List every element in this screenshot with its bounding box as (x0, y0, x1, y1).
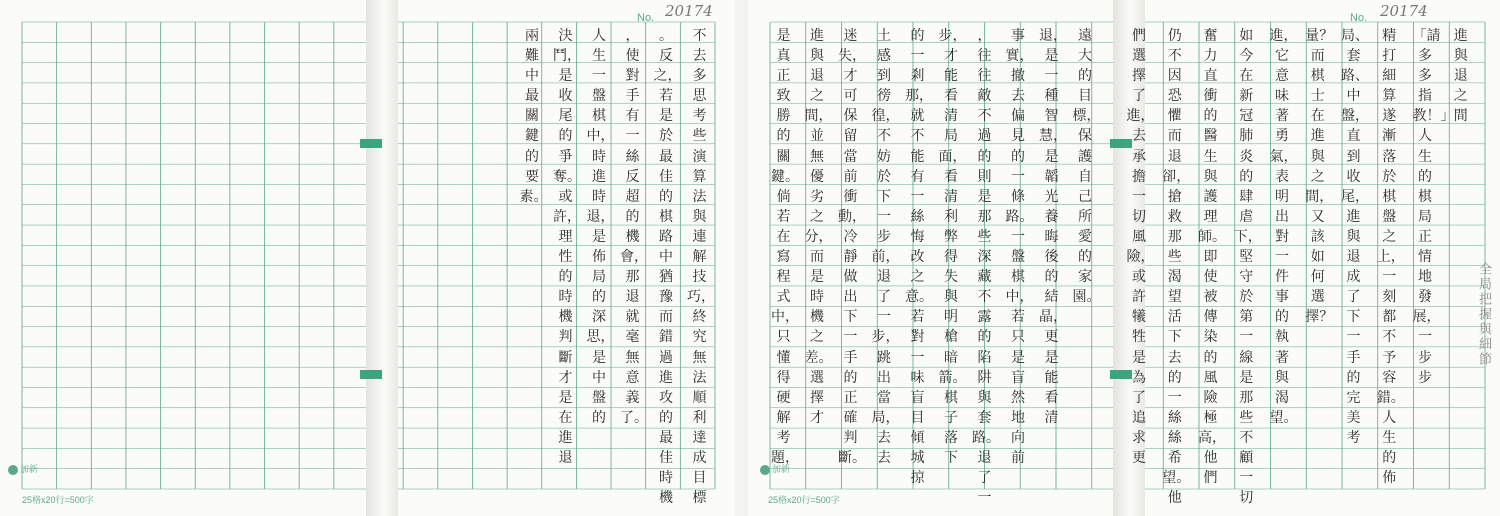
essay-column: 精打細算遂漸落於棋盤之上，一刻都不予容錯。人生的佈 (1376, 28, 1405, 487)
essay-column: 步，才能看清局面，看清利弊得失與明槍暗箭。棋子落下 (938, 28, 967, 466)
essay-column: ，使對手有一絲反超的機會，那退就毫無意義了。 (620, 28, 648, 426)
margin-note: 全局把握與細節 (1476, 262, 1491, 367)
essay-column: 如今在新冠肺炎的肆虐下，堅守於第一線是那些不顧一切 (1233, 28, 1262, 507)
publisher-logo-right: 加新 (760, 462, 790, 475)
essay-column: 的一剎那，就不能有一絲悔改之意。若對一味盲目傾城掠 (905, 28, 933, 487)
logo-icon (8, 465, 18, 475)
essay-column: 「請多多指教！」人生的棋局正情地發展，一步步 (1412, 28, 1455, 386)
essay-column: 遠大的目標，保護自己所愛的家園。 (1072, 28, 1101, 306)
essay-column: 奮力直衝的醫生與護理師。即使被傳染的風險極高，他們 (1198, 28, 1226, 487)
essay-column: ，往往敵不過的則是那些深藏不露的陷阱與套路。退了一 (972, 28, 1000, 507)
essay-column: 。反之，若是於最佳的棋路中猶豫而錯過進攻的最佳時機 (653, 28, 682, 507)
serial-number: 20174 (665, 2, 713, 20)
essay-column: 不去多思考些演算法與連解技巧，終究無法順利達成目標 (687, 28, 715, 507)
essay-column: 局、套路、中盤，直到收尾，進與退成了下一手的完美考 (1341, 28, 1369, 446)
page-number-label (637, 12, 654, 24)
logo-icon (760, 465, 770, 475)
serial-number-right: 20174 (1380, 2, 1428, 20)
essay-column: 量？而棋士在進與之間，又該如何選擇？ (1305, 28, 1334, 326)
grid-spec: 25格x20行=500字 (22, 495, 94, 505)
essay-column: 是真正致勝的關鍵。倘若在寫程式中，只懂得硬解考題， (771, 28, 799, 466)
fold-marker-bottom (360, 370, 382, 379)
essay-column: 退，是一種智慧，是韜光養晦後的結晶，更是能看清 (1039, 28, 1067, 426)
essay-column: 仍不因恐懼而退卻，搶救那些渴望活下去的一絲絲希望。他 (1162, 28, 1191, 507)
essay-column: 事實，撤去偏見的一條路。一盤棋中，若只是盲然地向前 (1005, 28, 1034, 466)
essay-column: 進，它意味著勇氣，表明出對一件事的執著與渴望。 (1269, 28, 1298, 426)
fold-marker-top (360, 139, 382, 148)
publisher-logo: 加新 (8, 462, 38, 475)
binding-fold (366, 0, 398, 516)
essay-column: 決鬥，是收尾的爭奪。或許，理性的時機判斷才是在進退 (553, 28, 581, 466)
essay-column: 土感到徬徨，不妨於下一步前，退了一步，跳出當局，去去 (871, 28, 900, 466)
essay-column: 迷失，才可保留當前衝動，冷靜做出下一手的正確判斷。 (838, 28, 866, 466)
essay-column: 兩難中最關鍵的要素。 (519, 28, 548, 205)
no-label: No. (637, 12, 655, 24)
essay-column: 進與退之間，並無優劣之分，而是時機之差。選擇才 (804, 28, 833, 426)
essay-column: 進與退之間 (1453, 28, 1468, 125)
page-number-label-right: No. (1350, 12, 1368, 24)
grid-spec-right: 25格x20行=500字 (768, 495, 840, 505)
essay-column: 們選擇了進，去承擔一切風險，或許犧牲是為了追求更 (1126, 28, 1155, 466)
essay-column: 人生一盤棋中，時進時退，是佈局的深思，是中盤的 (586, 28, 615, 426)
